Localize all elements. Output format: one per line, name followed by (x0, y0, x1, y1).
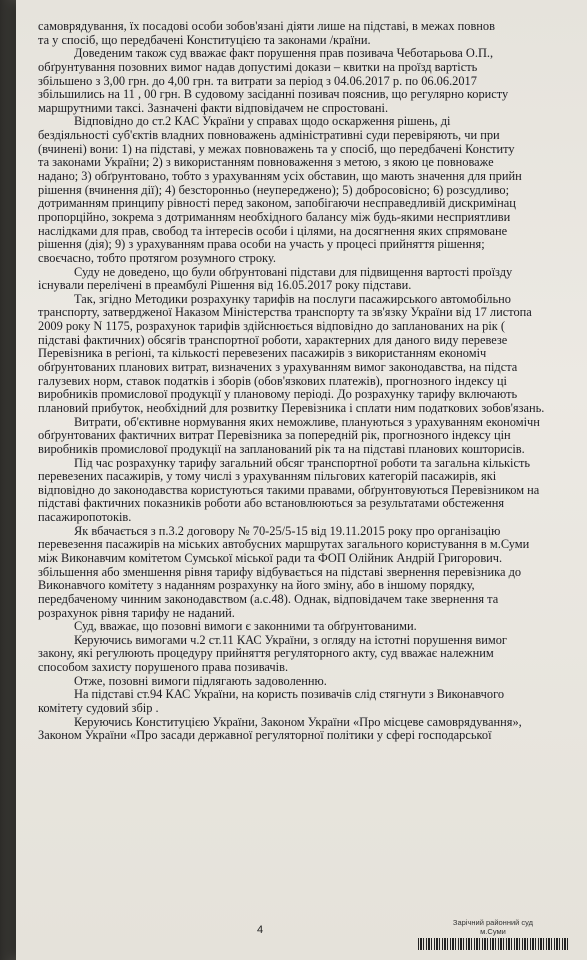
text-line: дотриманням принципу рівності перед законом, запобігаючи несправедливій дискримінац (38, 197, 516, 211)
text-line: Доведеним також суд вважає факт порушення прав позивача Чеботарьова О.П., (74, 47, 494, 61)
text-line: 2009 року N 1175, розрахунок тарифів здійснюється відповідно до запланованих на рік ( (38, 320, 506, 334)
text-line: маршрутними таксі. Зазначені факти відповідачем не спростовані. (38, 101, 389, 115)
text-line: своєчасно, тобто протягом розумного строку. (38, 251, 276, 265)
text-line: підставі фактичних) обсягів транспортної роботи, характерних для даного виду перевезе (38, 333, 508, 347)
text-line: Як вбачається з п.3.2 договору № 70-25/5-15 від 19.11.2015 року про організацію (74, 524, 501, 538)
text-line: галузевих норм, ставок податків і зборів (обов'язкових платежів), прогнозного індексу ці (38, 374, 507, 388)
text-line: Отже, позовні вимоги підлягають задоволенню. (74, 674, 327, 688)
text-line: передбаченому чинним законодавством (а.с.48). Однак, відповідачем таке звернення та (38, 592, 499, 606)
barcode-icon (418, 938, 568, 950)
text-line: Суд, вважає, що позовні вимоги є законними та обґрунтованими. (74, 620, 417, 634)
page-number: 4 (257, 924, 264, 936)
text-line: Законом України «Про засади державної регуляторної політики у сфері господарської (38, 729, 492, 743)
stamp-court-name: Зарічний районний суд (452, 918, 534, 927)
text-line: наслідками для прав, свобод та інтересів особи і цілями, на досягнення яких спрямоване (38, 224, 508, 238)
text-line: розрахунок рівня тарифу не наданий. (38, 606, 235, 620)
text-line: відповідно до законодавства користуються такими правами, обґрунтовуються Перевізником на (38, 483, 540, 497)
text-line: збільшено з 3,00 грн. до 4,00 грн. та витрати за період з 04.06.2017 р. по 06.06.2017 (38, 74, 477, 88)
text-line: Перевізника в регіоні, та кількості перевезених пасажирів з використанням економіч (38, 347, 487, 361)
text-line: Так, згідно Методики розрахунку тарифів на послуги пасажирського автомобільно (74, 292, 511, 306)
text-line: Виконавчого комітету з наданням розрахунку на його зміну, або в іншому порядку, (38, 579, 475, 593)
text-line: збільшились на 11 , 00 грн. В судовому засіданні позивач пояснив, що регулярно користу (38, 88, 509, 102)
text-line: На підставі ст.94 КАС України, на користь позивачів слід стягнути з Виконавчого (74, 688, 505, 702)
text-line: Витрати, об'єктивне нормування яких неможливе, плануються з урахуванням економічн (74, 415, 540, 429)
text-line: та у спосіб, що передбачені Конституцією та законами /країни. (38, 33, 371, 47)
text-line: підставі фактичних показників роботи або встановлюються за результатами обстеження (38, 497, 505, 511)
document-body (38, 20, 587, 743)
text-line: (вчинені) вони: 1) на підставі, у межах повноважень та у спосіб, що передбачені Конститу (38, 142, 515, 156)
text-line: закону, які регулюють процедуру прийняття регуляторного акту, суд вважає належним (38, 647, 494, 661)
text-line: виробників промислової продукції на запланований рік та на підставі планових кошторисів. (38, 442, 525, 456)
text-line: пропорційно, зокрема з дотриманням необхідного балансу між будь-якими несприятливи (38, 210, 511, 224)
text-line: між Виконавчим комітетом Сумської міської ради та ФОП Олійник Андрій Григорович. (38, 551, 503, 565)
stamp-city: м.Суми (480, 927, 506, 936)
text-line: комітету судовий збір . (38, 702, 159, 716)
text-line: транспорту, затвердженої Наказом Міністерства транспорту та зв'язку України від 17 листопа (38, 306, 532, 320)
text-line: перевезення пасажирів на міських автобусних маршрутах загального користування в м.Суми (38, 538, 530, 552)
text-line: самоврядування, їх посадові особи зобов'язані діяти лише на підставі, в межах повнов (38, 20, 495, 33)
text-line: рішення (вчинення дії); 4) безсторонньо (неупереджено); 5) добросовісно; 6) розсудливо; (38, 183, 510, 197)
text-line: Керуючись вимогами ч.2 ст.11 КАС України, з огляду на істотні порушення вимог (74, 633, 507, 647)
text-line: Відповідно до ст.2 КАС України у справах щодо оскарження рішень, ді (74, 115, 451, 129)
court-stamp (418, 918, 568, 950)
text-line: та законами України; 2) з використанням повноваження з метою, з якою це повноваже (38, 156, 494, 170)
text-line: плановий прибуток, необхідний для розвитку Перевізника і сплати ним податкових зобов'язань. (38, 401, 545, 415)
text-line: обґрунтованих планових витрат, визначених з урахуванням вимог законодавства, на підста (38, 361, 518, 375)
text-line: Керуючись Конституцією України, Законом України «Про місцеве самоврядування», (74, 715, 522, 729)
text-line: існували перелічені в преамбулі Рішення від 16.05.2017 року підстави. (38, 279, 412, 293)
text-line: перевезених пасажирів, у тому числі з урахуванням пільгових категорій пасажирів, які (38, 470, 497, 484)
text-line: обґрунтування позовних вимог надав допустимі докази – квитки на проїзд вартість (38, 60, 478, 74)
text-line: способом захисту порушеного права позивачів. (38, 661, 289, 675)
document-page (16, 0, 587, 960)
text-line: рішення (дія); 9) з урахуванням права особи на участь у процесі прийняття рішення; (38, 238, 485, 252)
text-line: Суду не доведено, що були обґрунтовані підстави для підвищення вартості проїзду (74, 265, 513, 279)
text-line: збільшення або зменшення рівня тарифу відбувається на підставі звернення перевізника до (38, 565, 522, 579)
text-line: бездіяльності суб'єктів владних повноважень адміністративні суди перевіряють, чи при (38, 129, 500, 143)
text-line: пасажиропотоків. (38, 511, 132, 525)
text-line: надано; 3) обґрунтовано, тобто з урахуванням усіх обставин, що мають значення для прийн (38, 170, 522, 184)
text-line: Під час розрахунку тарифу загальний обсяг транспортної роботи та загальна кількість (74, 456, 531, 470)
text-line: обґрунтованих фактичних витрат Перевізника за попередній рік, прогнозного індексу цін (38, 429, 511, 443)
text-line: виробників промислової продукції у плановому періоді. До розрахунку тарифу включають (38, 388, 518, 402)
